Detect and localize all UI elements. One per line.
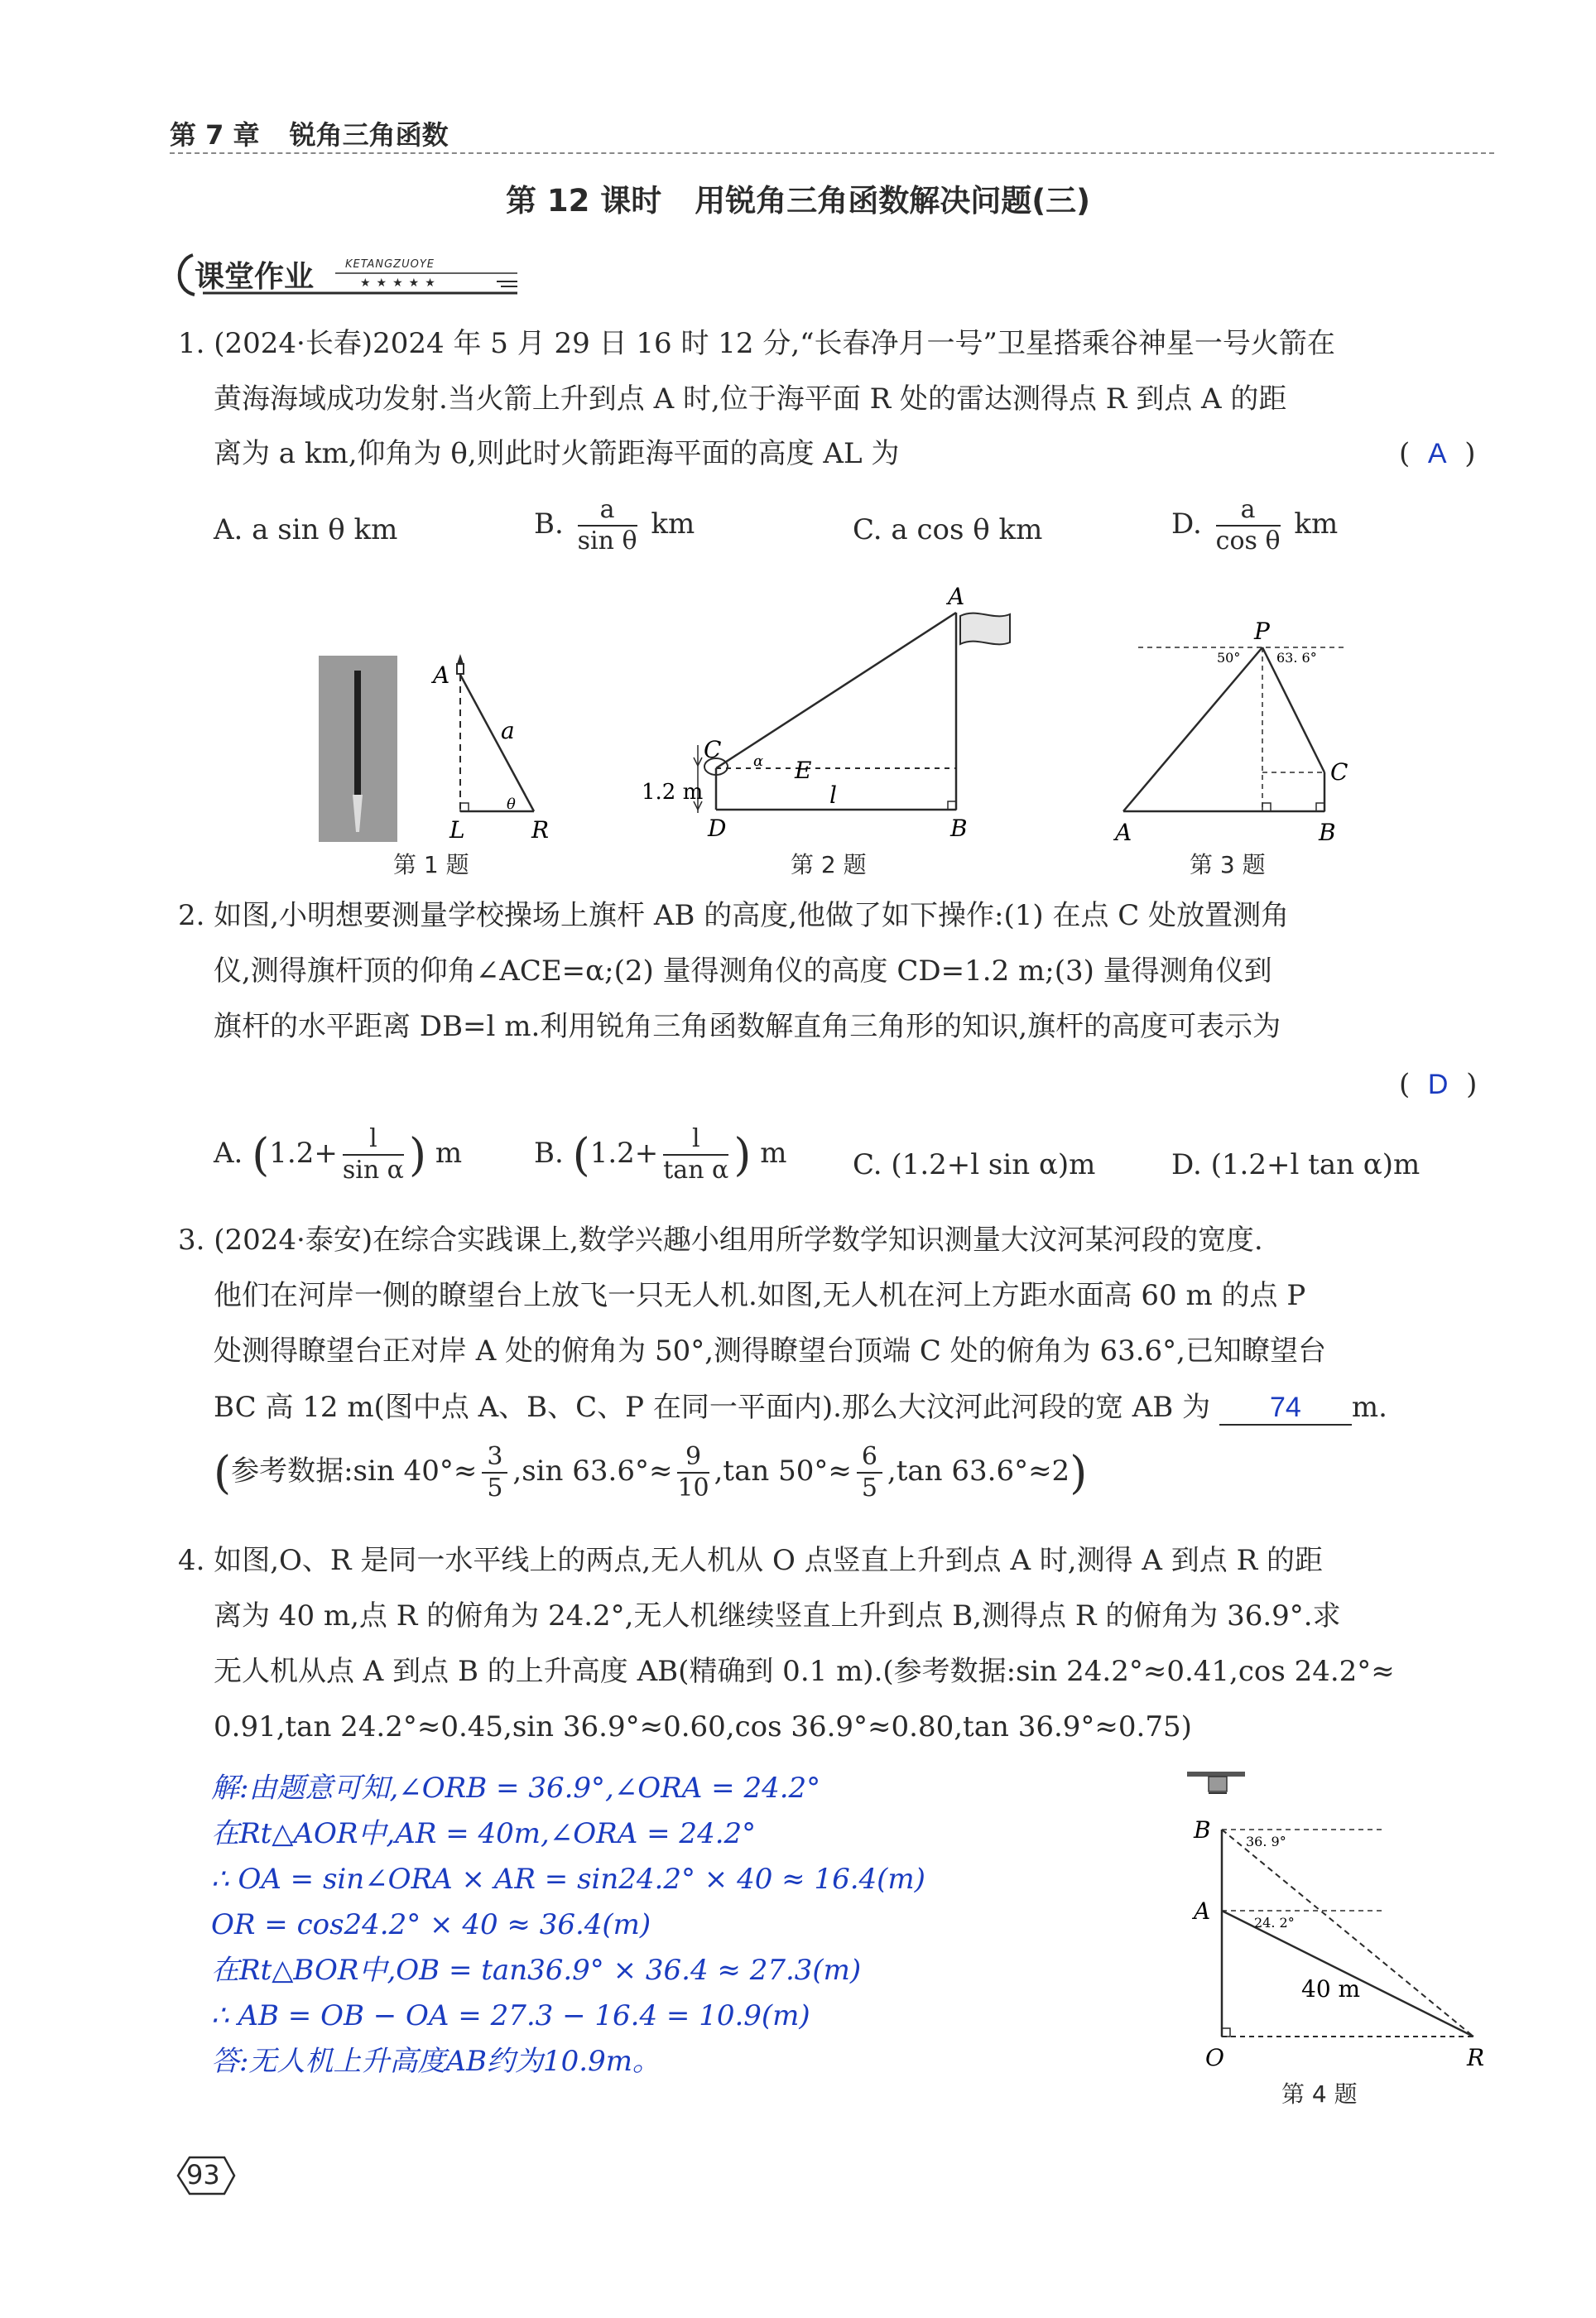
figure-4 [1175,1763,1498,2078]
fig3-label-b: B [1319,819,1336,846]
q2-option-a: A. (1.2+ $\frac{l}{\text{sin α}}$ ) m [214,1124,463,1185]
q1-line-2: 黄海海域成功发射.当火箭上升到点 A 时,位于海平面 R 处的雷达测得点 R 到点 A 的距 [214,382,1287,416]
q2-answer-bracket: ( D ) [1399,1068,1478,1101]
section-badge [170,248,526,300]
q4-line-1: 4. 如图,O、R 是同一水平线上的两点,无人机从 O 点竖直上升到点 A 时,测得 A 到点 R 的距 [178,1544,1323,1577]
q3-line-2: 他们在河岸一侧的瞭望台上放飞一只无人机.如图,无人机在河上方距水面高 60 m 的点 P [214,1279,1306,1312]
fig4-label-r: R [1467,2044,1485,2071]
q2-option-b: B. (1.2+ $\frac{l}{\text{tan α}}$ ) m [534,1124,787,1185]
fig2-label-d: D [708,815,727,842]
q4-solution-line-7: 答:无人机上升高度AB约为10.9m。 [211,2045,661,2078]
header-divider [170,152,1494,154]
q2-option-c: C. (1.2+l sin α)m [853,1148,1096,1181]
fig4-label-o: O [1205,2044,1224,2071]
rocket-icon [457,654,464,664]
fig2-label-b: B [950,815,968,842]
q4-line-3: 无人机从点 A 到点 B 的上升高度 AB(精确到 0.1 m).(参考数据:sin 24.2°≈0.41,cos 24.2°≈ [214,1655,1395,1688]
q4-line-2: 离为 40 m,点 R 的俯角为 24.2°,无人机继续竖直上升到点 B,测得点 R 的俯角为 36.9°.求 [214,1599,1341,1633]
lesson-number: 第 12 课时 [505,183,662,219]
fig1-label-a-point: A [433,661,450,689]
q2-answer: D [1427,1069,1449,1100]
figure-1-caption: 第 1 题 [393,851,469,878]
q2-b-denominator: tan α [663,1156,729,1185]
q1-b-numerator: a [578,495,637,527]
q4-solution-line-5: 在Rt△BOR中,OB = tan36.9° × 36.4 ≈ 27.3(m) [211,1954,862,1987]
q2-option-d: D. (1.2+l tan α)m [1171,1148,1421,1181]
q4-solution-line-4: OR = cos24.2° × 40 ≈ 36.4(m) [211,1908,651,1941]
fig3-label-c: C [1330,758,1348,786]
section-pinyin: KETANGZUOYE [345,258,435,271]
q2-b-numerator: l [663,1124,728,1156]
chapter-number: 第 7 章 [170,119,260,151]
q1-answer: A [1427,438,1447,469]
fig2-label-l: l [829,781,837,809]
figure-3 [1105,621,1378,853]
fig4-label-distance: 40 m [1301,1975,1361,2003]
q2-line-3: 旗杆的水平距离 DB=l m.利用锐角三角函数解直角三角形的知识,旗杆的高度可表示为 [214,1010,1281,1043]
q1-d-numerator: a [1216,495,1281,527]
fig1-label-l: L [449,816,465,844]
lesson-title [0,176,1596,220]
q1-line-1: 1. (2024·长春)2024 年 5 月 29 日 16 时 12 分,“长春净月一号”卫星搭乘谷神星一号火箭在 [178,327,1335,360]
fig4-label-angle-369: 36. 9° [1246,1834,1286,1849]
q1-line-3: 离为 a km,仰角为 θ,则此时火箭距海平面的高度 AL 为 [214,437,900,470]
page-number: 93 [186,2159,220,2191]
q1-answer-bracket: ( A ) [1399,437,1476,470]
figure-3-caption: 第 3 题 [1190,851,1266,878]
q2-line-1: 2. 如图,小明想要测量学校操场上旗杆 AB 的高度,他做了如下操作:(1) 在点 C 处放置测角 [178,899,1290,932]
figure-2 [637,580,1051,844]
q2-line-2: 仪,测得旗杆顶的仰角∠ACE=α;(2) 量得测角仪的高度 CD=1.2 m;(3) 量得测角仪到 [214,955,1272,988]
fig2-label-c: C [704,736,722,763]
q1-b-denominator: sin θ [577,527,637,555]
fig3-label-angle-636: 63. 6° [1276,650,1317,666]
fig1-label-hyp: a [501,717,515,744]
q1-option-a: A. a sin θ km [214,513,398,546]
fig2-label-e: E [795,757,812,784]
drone-icon [1187,1772,1245,1793]
q4-solution-line-2: 在Rt△AOR中,AR = 40m,∠ORA = 24.2° [211,1817,757,1850]
figure-2-caption: 第 2 题 [791,851,867,878]
q3-line-3: 处测得瞭望台正对岸 A 处的俯角为 50°,测得瞭望台顶端 C 处的俯角为 63.6°,已知瞭望台 [214,1335,1326,1368]
q4-solution-line-1: 解:由题意可知,∠ORB = 36.9°,∠ORA = 24.2° [211,1772,821,1805]
fig2-label-alpha: α [753,753,764,770]
fig1-label-r: R [531,816,550,844]
chapter-header [170,114,478,152]
chapter-title: 锐角三角函数 [289,119,449,151]
q1-d-denominator: cos θ [1215,527,1281,555]
q1-option-c: C. a cos θ km [853,513,1043,546]
flag-icon [960,613,1010,645]
q3-unit: m. [1351,1391,1387,1424]
q3-answer-blank: 74 [1219,1391,1352,1426]
page-number-badge [170,2151,236,2200]
fig1-label-theta: θ [507,796,516,813]
q4-solution-line-3: ∴ OA = sin∠ORA × AR = sin24.2° × 40 ≈ 16.4(m) [211,1863,925,1896]
q1-option-d: D. $\frac{a}{\text{cos θ}}$ km [1171,495,1339,555]
section-label: 课堂作业 [195,260,315,294]
q4-line-4: 0.91,tan 24.2°≈0.45,sin 36.9°≈0.60,cos 36.9°≈0.80,tan 36.9°≈0.75) [214,1710,1192,1743]
figure-1 [315,646,563,853]
fig4-label-a: A [1194,1897,1211,1925]
q3-line-4: BC 高 12 m(图中点 A、B、C、P 在同一平面内).那么大汶河此河段的宽 AB 为 74 m. [214,1391,1387,1424]
q2-a-denominator: sin α [342,1156,404,1185]
q3-reference-data: (参考数据:sin 40°≈ $\frac{3}{5}$ ,sin 63.6°≈ $\frac{9}{10}$ ,tan 50°≈ $\frac{6}{5}$ ,tan 63.6°≈2) [214,1442,1088,1503]
fig4-label-angle-242: 24. 2° [1254,1915,1295,1931]
q2-a-numerator: l [343,1124,404,1156]
fig4-label-b: B [1194,1816,1211,1844]
lesson-name: 用锐角三角函数解决问题(三) [695,183,1091,219]
figure-4-caption: 第 4 题 [1281,2080,1358,2108]
fig3-label-p: P [1254,621,1270,645]
q3-line-1: 3. (2024·泰安)在综合实践课上,数学兴趣小组用所学数学知识测量大汶河某河段的宽度. [178,1224,1263,1257]
fig2-label-height: 1.2 m [642,780,704,805]
fig3-label-angle-50: 50° [1217,650,1241,666]
fig3-label-a: A [1115,819,1132,846]
q1-option-b: B. $\frac{a}{\text{sin θ}}$ km [534,495,695,555]
section-stars: ★★★★★ [360,277,441,290]
fig2-label-a: A [948,583,965,610]
q4-solution-line-6: ∴ AB = OB − OA = 27.3 − 16.4 = 10.9(m) [211,1999,810,2032]
